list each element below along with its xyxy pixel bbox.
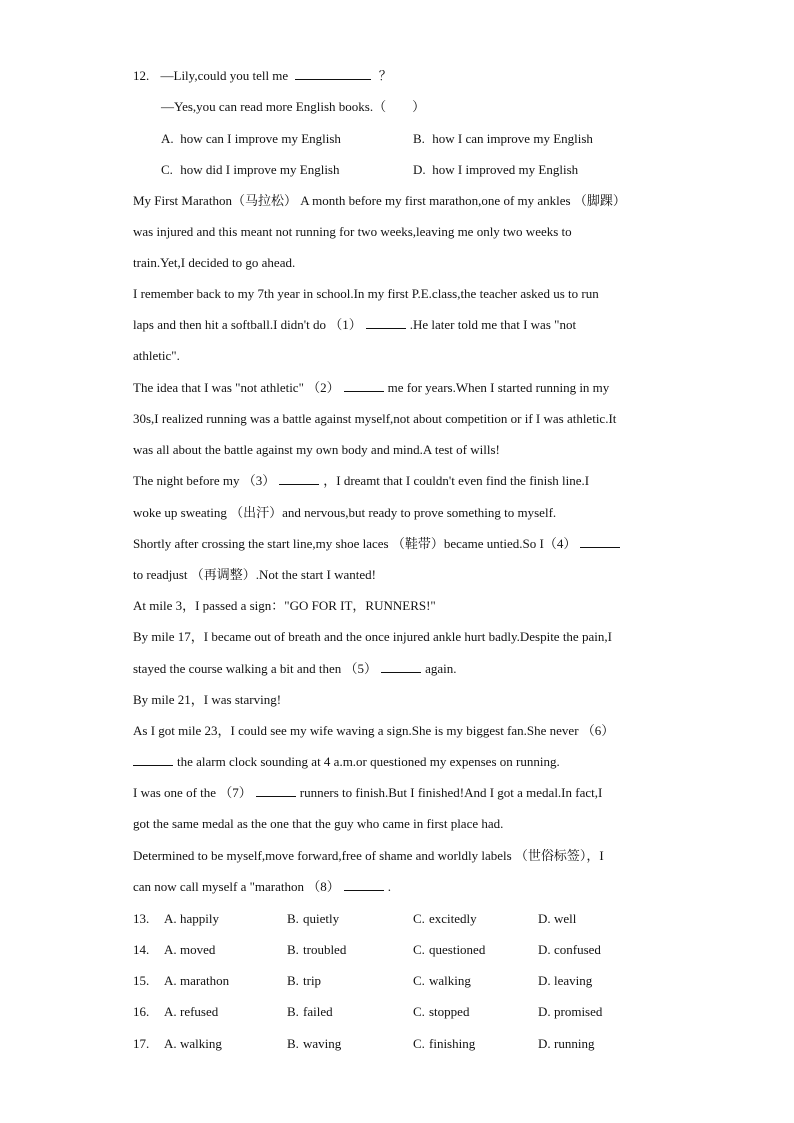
option-c: C. stopped (413, 1004, 470, 1019)
option-b: B. quietly (287, 911, 340, 926)
option-d: D. promised (538, 1004, 603, 1019)
answer-blank-3 (279, 472, 319, 485)
question-number: 16. (133, 1004, 150, 1019)
passage-line: I was one of the （7） runners to finish.But I finished!And I got a medal.In fact,I (133, 785, 603, 800)
option-d: D. how I improved my English (413, 162, 579, 177)
passage-line: woke up sweating （出汗）and nervous,but ready to prove something to myself. (133, 505, 557, 520)
option-c: C. questioned (413, 942, 486, 957)
passage-line: By mile 21，I was starving! (133, 692, 282, 707)
passage-line: Shortly after crossing the start line,my shoe laces （鞋带）became untied.So I（4） (133, 535, 624, 553)
answer-blank-5 (381, 660, 421, 673)
question-12-reply: —Yes,you can read more English books.（ ） (161, 99, 426, 114)
passage-line: My First Marathon（马拉松） A month before my first marathon,one of my ankles （脚踝） (133, 193, 626, 208)
question-12-stem (133, 67, 392, 85)
passage-line: The night before my （3） ，I dreamt that I couldn't even find the finish line.I (133, 473, 590, 488)
option-b: B. troubled (287, 942, 347, 957)
option-a: A. happily (164, 911, 219, 926)
question-number: 12. (133, 68, 150, 83)
passage-line: Determined to be myself,move forward,free of shame and worldly labels （世俗标签），I (133, 848, 604, 863)
answer-blank-1 (366, 316, 406, 329)
passage-line: By mile 17，I became out of breath and the once injured ankle hurt badly.Despite the pain,I (133, 629, 612, 644)
question-number: 15. (133, 973, 150, 988)
answer-blank-2 (344, 379, 384, 392)
option-b: B. failed (287, 1004, 333, 1019)
passage-line: At mile 3，I passed a sign："GO FOR IT，RUNNERS!" (133, 598, 436, 613)
passage-line: to readjust （再调整）.Not the start I wanted! (133, 567, 376, 582)
passage-line: train.Yet,I decided to go ahead. (133, 255, 296, 270)
option-c: C. how did I improve my English (161, 162, 340, 177)
answer-blank-7 (256, 784, 296, 797)
option-b: B. how I can improve my English (413, 131, 593, 146)
option-c: C. excitedly (413, 911, 477, 926)
option-d: D. running (538, 1036, 595, 1051)
option-d: D. well (538, 911, 577, 926)
passage-line: got the same medal as the one that the guy who came in first place had. (133, 816, 504, 831)
passage-line: the alarm clock sounding at 4 a.m.or questioned my expenses on running. (133, 753, 560, 771)
option-b: B. trip (287, 973, 322, 988)
passage-line: 30s,I realized running was a battle against myself,not about competition or if I was athletic.It (133, 411, 617, 426)
question-number: 13. (133, 911, 150, 926)
passage-line: As I got mile 23，I could see my wife waving a sign.She is my biggest fan.She never （6） (133, 723, 615, 738)
passage-line: can now call myself a "marathon （8） . (133, 879, 391, 894)
option-a: A. moved (164, 942, 216, 957)
option-c: C. walking (413, 973, 471, 988)
passage-line: was all about the battle against my own body and mind.A test of wills! (133, 442, 500, 457)
option-b: B. waving (287, 1036, 342, 1051)
answer-blank-6 (133, 753, 173, 766)
passage-line: stayed the course walking a bit and then （5） again. (133, 661, 457, 676)
answer-blank (295, 67, 371, 80)
passage-line: athletic". (133, 348, 180, 363)
option-c: C. finishing (413, 1036, 476, 1051)
passage-line: The idea that I was "not athletic" （2） me for years.When I started running in my (133, 380, 610, 395)
question-number: 17. (133, 1036, 150, 1051)
answer-blank-4 (580, 535, 620, 548)
question-number: 14. (133, 942, 150, 957)
option-d: D. confused (538, 942, 601, 957)
answer-blank-8 (344, 878, 384, 891)
question-stem: —Lily,could you tell me (160, 68, 289, 83)
question-stem-end: ？ (378, 68, 392, 83)
passage-line: was injured and this meant not running for two weeks,leaving me only two weeks to (133, 224, 572, 239)
option-d: D. leaving (538, 973, 593, 988)
option-a: A. marathon (164, 973, 230, 988)
option-a: A. walking (164, 1036, 222, 1051)
passage-line: laps and then hit a softball.I didn't do （1） .He later told me that I was "not (133, 317, 577, 332)
option-a: A. how can I improve my English (161, 131, 341, 146)
option-a: A. refused (164, 1004, 219, 1019)
passage-line: I remember back to my 7th year in school.In my first P.E.class,the teacher asked us to run (133, 286, 599, 301)
